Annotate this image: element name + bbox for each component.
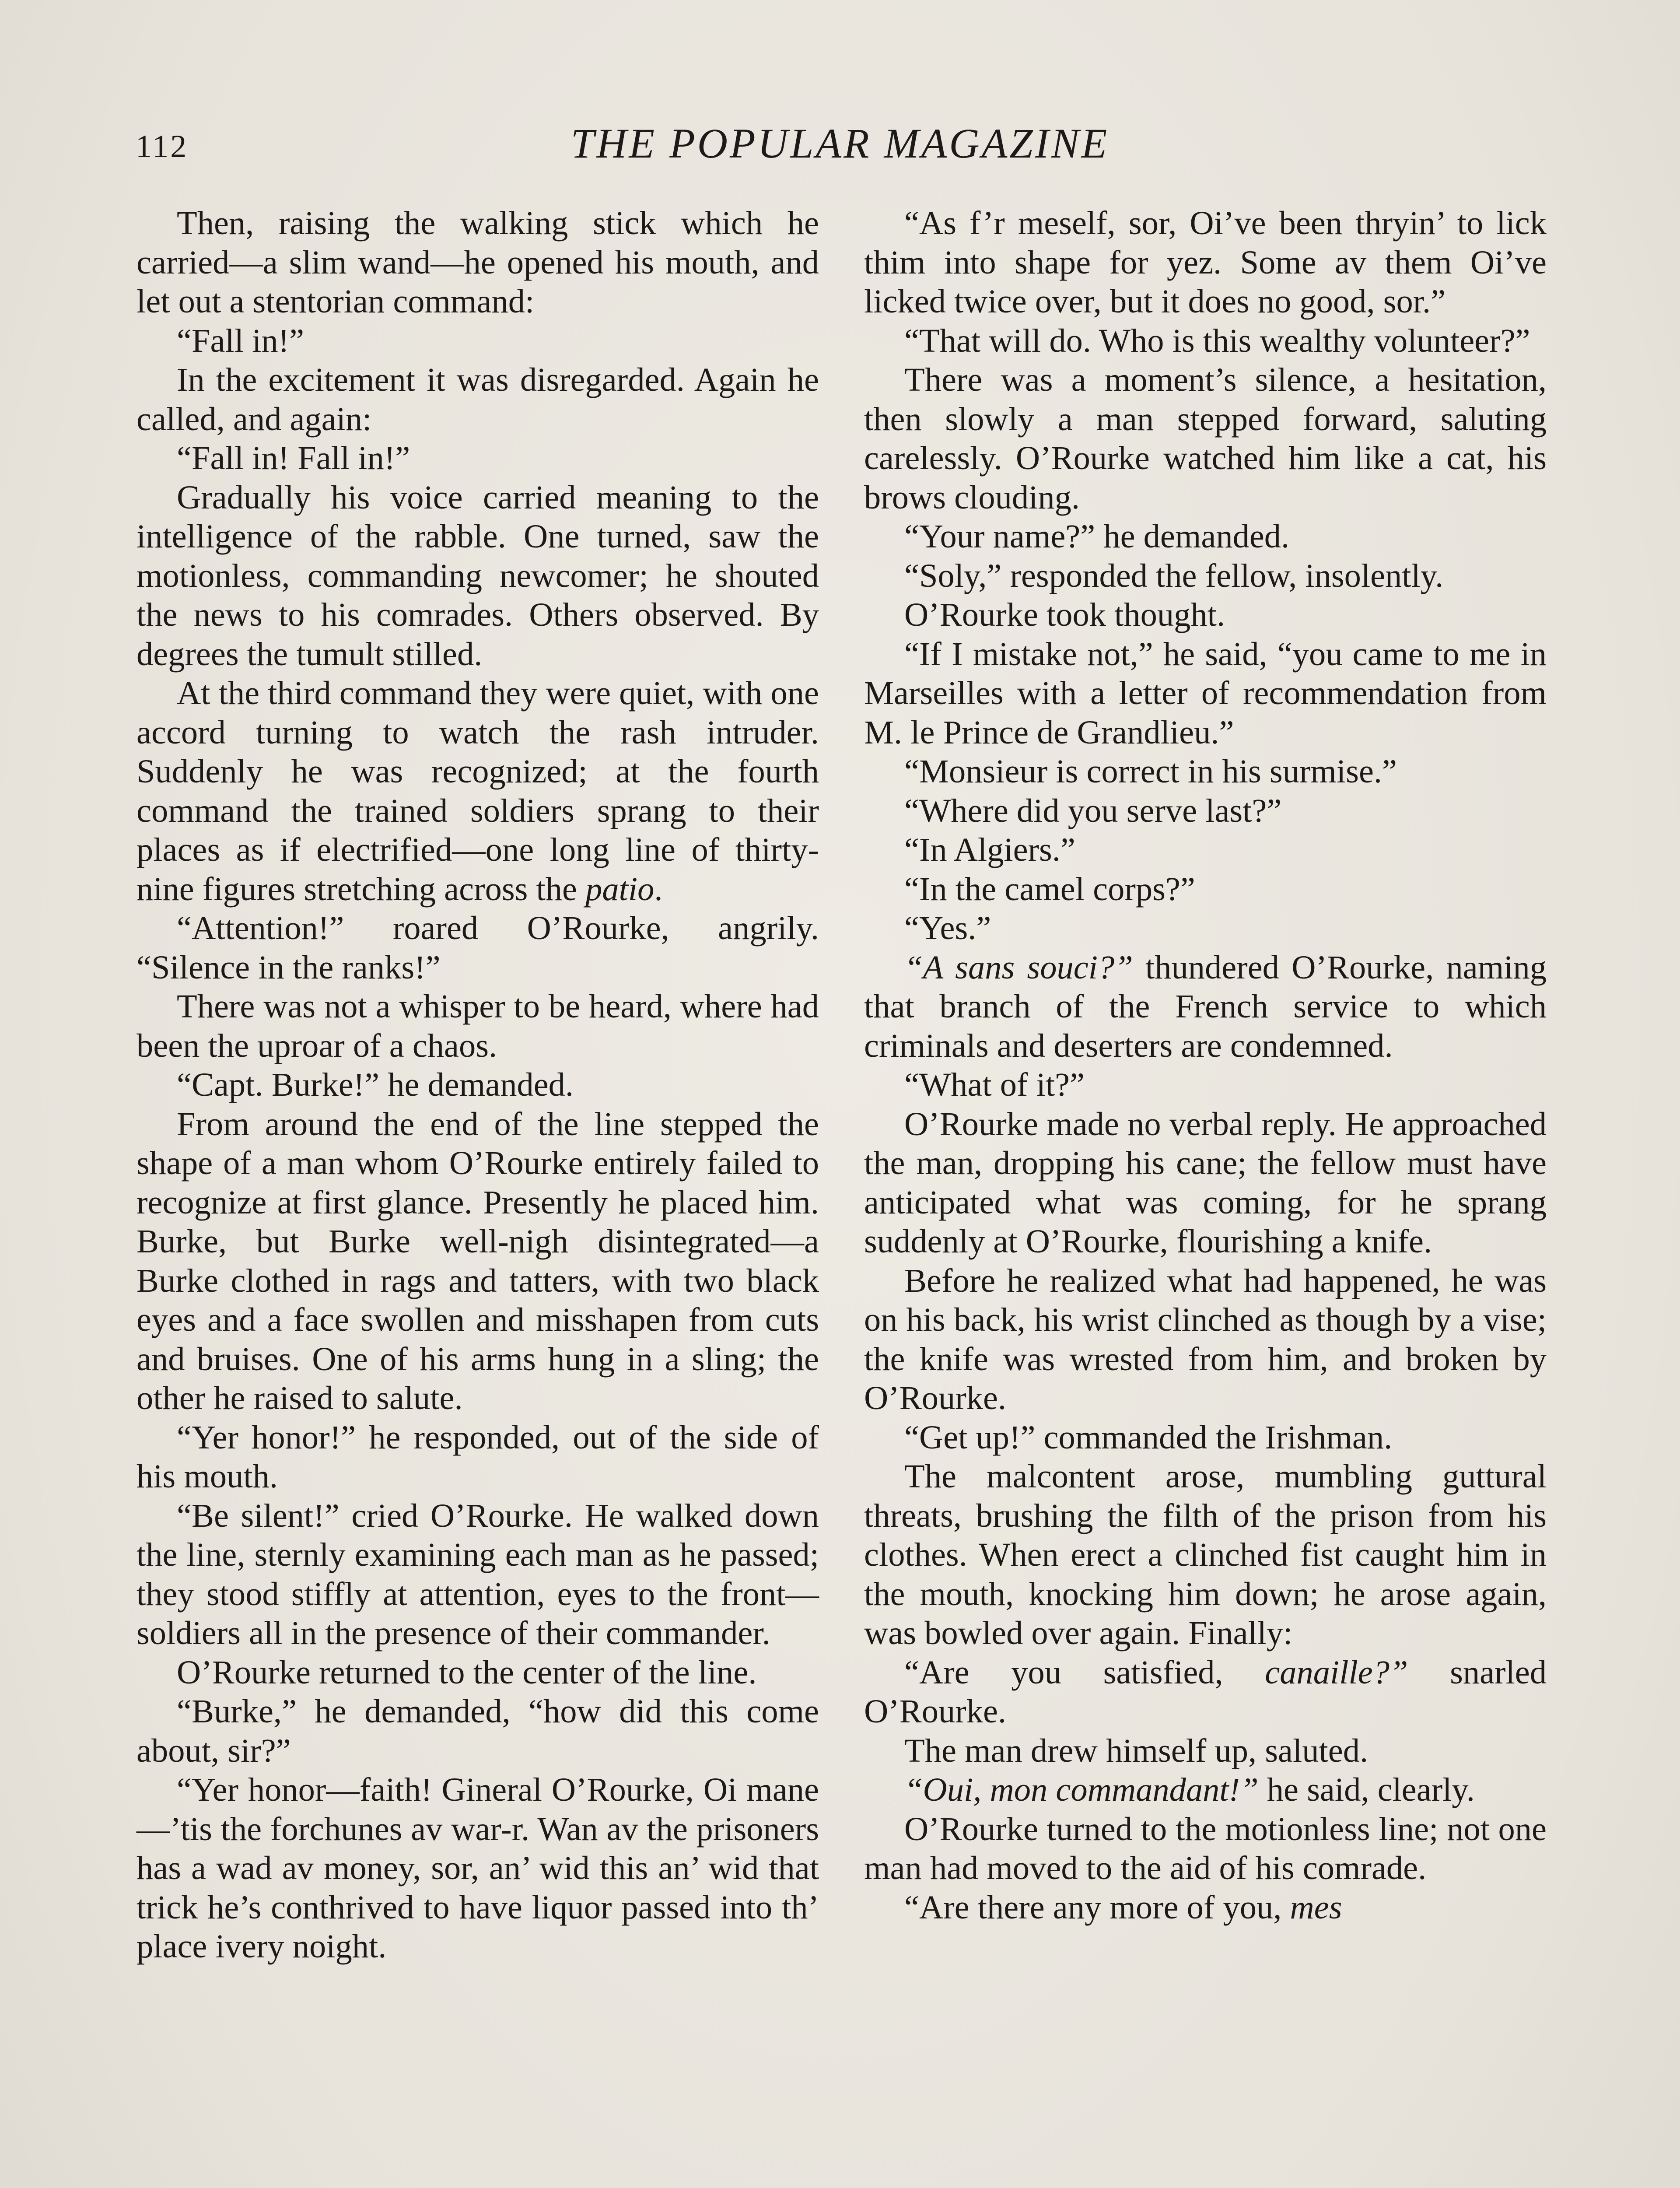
paragraph: “What of it?” [904, 1066, 1085, 1103]
page-header [0, 118, 1680, 171]
paragraph: “In the camel corps?” [904, 870, 1195, 908]
paragraph: Gradually his voice carried meaning to the intelligence of the rabble. One turned, saw the motionless, commanding newcomer; he shouted the news to his comrades. Others observed. By degrees the tumult stilled. [136, 478, 819, 673]
paragraph: “If I mistake not,” he said, “you came to me in Marseilles with a letter of recommendation from M. le Prince de Grandlieu.” [864, 635, 1547, 751]
paragraph: O’Rourke returned to the center of the line. [177, 1653, 757, 1691]
paragraph: “Are you satisfied, canaille?” snarled O’Rourke. [864, 1653, 1547, 1730]
text-column-right [864, 203, 1547, 1927]
paragraph: “Soly,” responded the fellow, insolently. [904, 557, 1444, 594]
paragraph: “Capt. Burke!” he demanded. [177, 1066, 574, 1103]
running-title: THE POPULAR MAGAZINE [570, 120, 1110, 167]
paragraph: “Oui, mon commandant!” he said, clearly. [904, 1771, 1475, 1808]
paragraph: “Fall in!” [177, 322, 304, 359]
paragraph: “Yer honor—faith! Gineral O’Rourke, Oi mane—’tis the forchunes av war-r. Wan av the prisoners has a wad av money, sor, an’ wid this an’ wid that trick he’s conthrived to have liquor passed into th’ place ivery noight. [136, 1771, 819, 1965]
paragraph: “Yes.” [904, 909, 991, 947]
paragraph: From around the end of the line stepped the shape of a man whom O’Rourke entirely failed to recognize at first glance. Presently he placed him. Burke, but Burke well-nigh disintegrated—a Burke clothed in rags and tatters, with two black eyes and a face swollen and misshapen from cuts and bruises. One of his arms hung in a sling; the other he raised to salute. [136, 1105, 819, 1417]
paragraph: O’Rourke made no verbal reply. He approached the man, dropping his cane; the fellow must have anticipated what was coming, for he sprang suddenly at O’Rourke, flourishing a knife. [864, 1105, 1547, 1260]
paragraph: “Your name?” he demanded. [904, 518, 1290, 555]
paragraph: “Get up!” commanded the Irishman. [904, 1418, 1393, 1456]
paragraph: “In Algiers.” [904, 831, 1075, 868]
text-column-left [136, 203, 819, 1966]
paragraph: The man drew himself up, saluted. [904, 1732, 1368, 1769]
paragraph: “Yer honor!” he responded, out of the side of his mouth. [136, 1418, 819, 1495]
paragraph: “Where did you serve last?” [904, 792, 1282, 829]
paragraph: The malcontent arose, mumbling guttural threats, brushing the filth of the prison from his clothes. When erect a clinched fist caught him in the mouth, knocking him down; he arose again, was bowled over again. Finally: [864, 1458, 1547, 1652]
paragraph: At the third command they were quiet, with one accord turning to watch the rash intruder. Suddenly he was recognized; at the fourth command the trained soldiers sprang to their places as if electrified—one long line of thirty-nine figures stretching across the patio. [136, 674, 819, 908]
paragraph: “Are there any more of you, mes [904, 1888, 1342, 1926]
paragraph: “A sans souci?” thundered O’Rourke, naming that branch of the French service to which criminals and deserters are condemned. [864, 948, 1547, 1064]
paragraph: “Fall in! Fall in!” [177, 439, 410, 477]
italic-text: mes [1290, 1888, 1342, 1926]
page-number: 112 [136, 129, 189, 165]
paragraph: O’Rourke turned to the motionless line; not one man had moved to the aid of his comrade. [864, 1810, 1547, 1886]
paragraph: “Burke,” he demanded, “how did this come about, sir?” [136, 1693, 819, 1769]
italic-text: “A sans souci?” [904, 948, 1133, 986]
italic-text: “Oui, mon commandant!” [904, 1771, 1259, 1808]
italic-text: patio [585, 870, 654, 908]
paragraph: There was a moment’s silence, a hesitation, then slowly a man stepped forward, saluting carelessly. O’Rourke watched him like a cat, his brows clouding. [864, 361, 1547, 516]
italic-text: canaille?” [1265, 1653, 1408, 1691]
paragraph: Before he realized what had happened, he was on his back, his wrist clinched as though by a vise; the knife was wrested from him, and broken by O’Rourke. [864, 1262, 1547, 1417]
paragraph: There was not a whisper to be heard, where had been the uproar of a chaos. [136, 988, 819, 1064]
paragraph: “Be silent!” cried O’Rourke. He walked down the line, sternly examining each man as he passed; they stood stiffly at attention, eyes to the front—soldiers all in the presence of their commander. [136, 1497, 819, 1652]
paragraph: “Attention!” roared O’Rourke, angrily. “Silence in the ranks!” [136, 909, 819, 986]
paragraph: In the excitement it was disregarded. Again he called, and again: [136, 361, 819, 438]
paragraph: O’Rourke took thought. [904, 596, 1225, 633]
paragraph: “That will do. Who is this wealthy volunteer?” [904, 322, 1530, 359]
paragraph: “Monsieur is correct in his surmise.” [904, 753, 1397, 790]
paragraph: “As f’r meself, sor, Oi’ve been thryin’ to lick thim into shape for yez. Some av them Oi’ve licked twice over, but it does no good, sor.” [864, 204, 1547, 320]
paragraph: Then, raising the walking stick which he carried—a slim wand—he opened his mouth, and let out a stentorian command: [136, 204, 819, 320]
